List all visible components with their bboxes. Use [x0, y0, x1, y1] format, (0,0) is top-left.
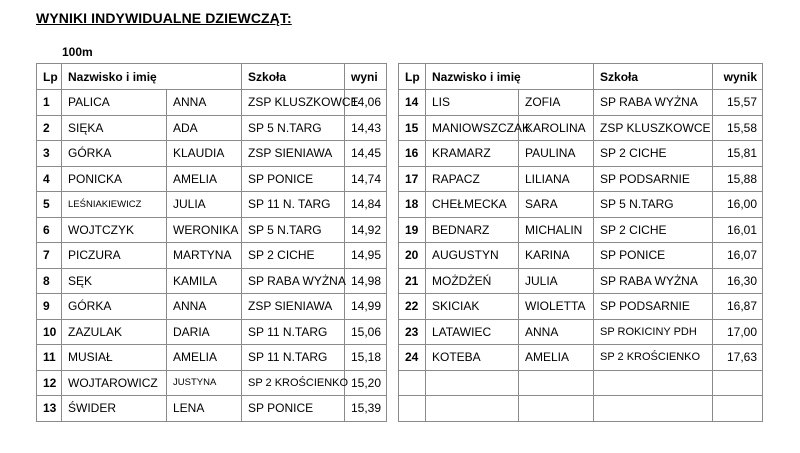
lp-cell: 15 [399, 115, 426, 141]
lp-cell: 19 [399, 217, 426, 243]
surname-cell: WOJTCZYK [62, 217, 167, 243]
lp-cell: 10 [37, 319, 62, 345]
surname-cell: GÓRKA [62, 294, 167, 320]
result-cell: 14,43 [345, 115, 387, 141]
result-cell: 16,87 [713, 294, 763, 320]
header-result: wyni [345, 64, 387, 90]
table-row [37, 192, 387, 218]
lp-cell: 16 [399, 141, 426, 167]
lp-cell: 9 [37, 294, 62, 320]
table-row [37, 294, 387, 320]
first-name-cell: KLAUDIA [167, 141, 242, 167]
surname-cell: CHEŁMECKA [426, 192, 519, 218]
table-row [399, 396, 763, 422]
result-cell [713, 396, 763, 422]
lp-cell: 5 [37, 192, 62, 218]
table-row [399, 243, 763, 269]
result-cell: 15,58 [713, 115, 763, 141]
table-row [399, 370, 763, 396]
school-cell: SP PODSARNIE [594, 294, 713, 320]
table-row [399, 319, 763, 345]
school-cell: SP 2 CICHE [594, 217, 713, 243]
school-cell: SP 5 N.TARG [242, 115, 345, 141]
event-subtitle: 100m [62, 45, 93, 59]
results-table-left [36, 63, 387, 422]
first-name-cell: WIOLETTA [519, 294, 594, 320]
surname-cell: LEŚNIAKIEWICZ [62, 192, 167, 218]
result-cell: 15,57 [713, 90, 763, 116]
first-name-cell [519, 370, 594, 396]
first-name-cell: KAMILA [167, 268, 242, 294]
result-cell: 14,98 [345, 268, 387, 294]
table-row [399, 268, 763, 294]
school-cell: SP 11 N.TARG [242, 345, 345, 371]
table-row [399, 294, 763, 320]
lp-cell [399, 396, 426, 422]
result-cell: 16,01 [713, 217, 763, 243]
result-cell: 16,00 [713, 192, 763, 218]
header-name: Nazwisko i imię [426, 64, 594, 90]
lp-cell: 14 [399, 90, 426, 116]
result-cell: 15,88 [713, 166, 763, 192]
lp-cell: 1 [37, 90, 62, 116]
surname-cell: PONICKA [62, 166, 167, 192]
result-cell: 14,92 [345, 217, 387, 243]
lp-cell: 17 [399, 166, 426, 192]
table-header-row [37, 64, 387, 90]
table-row [37, 319, 387, 345]
table-row [399, 345, 763, 371]
school-cell: SP 2 CICHE [594, 141, 713, 167]
school-cell: ZSP KLUSZKOWCE [242, 90, 345, 116]
lp-cell: 24 [399, 345, 426, 371]
first-name-cell: ANNA [167, 90, 242, 116]
result-cell: 15,18 [345, 345, 387, 371]
school-cell: SP 5 N.TARG [242, 217, 345, 243]
school-cell: SP PONICE [594, 243, 713, 269]
result-cell: 14,06 [345, 90, 387, 116]
school-cell: SP RABA WYŻNA [242, 268, 345, 294]
school-cell: SP 11 N.TARG [242, 319, 345, 345]
result-cell [713, 370, 763, 396]
table-row [37, 217, 387, 243]
school-cell: SP PODSARNIE [594, 166, 713, 192]
surname-cell [426, 396, 519, 422]
lp-cell: 4 [37, 166, 62, 192]
surname-cell: SKICIAK [426, 294, 519, 320]
lp-cell: 18 [399, 192, 426, 218]
table-row [37, 141, 387, 167]
lp-cell: 22 [399, 294, 426, 320]
surname-cell: BEDNARZ [426, 217, 519, 243]
header-result: wynik [713, 64, 763, 90]
header-name: Nazwisko i imię [62, 64, 242, 90]
surname-cell: KRAMARZ [426, 141, 519, 167]
surname-cell: PALICA [62, 90, 167, 116]
table-row [399, 90, 763, 116]
result-cell: 14,95 [345, 243, 387, 269]
school-cell [594, 370, 713, 396]
school-cell [594, 396, 713, 422]
result-cell: 14,99 [345, 294, 387, 320]
lp-cell: 20 [399, 243, 426, 269]
result-cell: 16,07 [713, 243, 763, 269]
surname-cell: AUGUSTYN [426, 243, 519, 269]
result-cell: 14,84 [345, 192, 387, 218]
school-cell: SP 5 N.TARG [594, 192, 713, 218]
result-cell: 15,06 [345, 319, 387, 345]
first-name-cell: KARINA [519, 243, 594, 269]
school-cell: SP PONICE [242, 166, 345, 192]
result-cell: 14,74 [345, 166, 387, 192]
first-name-cell: JULIA [519, 268, 594, 294]
table-row [37, 396, 387, 422]
school-cell: ZSP KLUSZKOWCE [594, 115, 713, 141]
school-cell: ZSP SIENIAWA [242, 141, 345, 167]
table-row [37, 370, 387, 396]
school-cell: SP 2 KROŚCIENKO [594, 345, 713, 371]
table-row [37, 243, 387, 269]
surname-cell: PICZURA [62, 243, 167, 269]
surname-cell: SIĘKA [62, 115, 167, 141]
lp-cell: 11 [37, 345, 62, 371]
first-name-cell: ADA [167, 115, 242, 141]
first-name-cell: JUSTYNA [167, 370, 242, 396]
school-cell: SP 2 KROŚCIENKO [242, 370, 345, 396]
school-cell: SP RABA WYŻNA [594, 268, 713, 294]
surname-cell: MANIOWSZCZAK [426, 115, 519, 141]
school-cell: SP PONICE [242, 396, 345, 422]
result-cell: 15,39 [345, 396, 387, 422]
school-cell: SP RABA WYŻNA [594, 90, 713, 116]
surname-cell: LATAWIEC [426, 319, 519, 345]
table-row [399, 166, 763, 192]
surname-cell: SĘK [62, 268, 167, 294]
lp-cell: 23 [399, 319, 426, 345]
lp-cell: 8 [37, 268, 62, 294]
first-name-cell: ANNA [167, 294, 242, 320]
first-name-cell [519, 396, 594, 422]
lp-cell: 7 [37, 243, 62, 269]
school-cell: ZSP SIENIAWA [242, 294, 345, 320]
first-name-cell: AMELIA [519, 345, 594, 371]
table-row [399, 115, 763, 141]
result-cell: 17,63 [713, 345, 763, 371]
first-name-cell: MARTYNA [167, 243, 242, 269]
first-name-cell: MICHALIN [519, 217, 594, 243]
first-name-cell: PAULINA [519, 141, 594, 167]
table-row [37, 166, 387, 192]
first-name-cell: DARIA [167, 319, 242, 345]
table-row [37, 90, 387, 116]
header-school: Szkoła [594, 64, 713, 90]
first-name-cell: AMELIA [167, 345, 242, 371]
table-row [399, 217, 763, 243]
surname-cell: WOJTAROWICZ [62, 370, 167, 396]
results-table-right [398, 63, 763, 422]
header-lp: Lp [399, 64, 426, 90]
table-row [399, 192, 763, 218]
school-cell: SP 11 N. TARG [242, 192, 345, 218]
surname-cell: ZAZULAK [62, 319, 167, 345]
first-name-cell: ANNA [519, 319, 594, 345]
surname-cell [426, 370, 519, 396]
result-cell: 17,00 [713, 319, 763, 345]
first-name-cell: KAROLINA [519, 115, 594, 141]
result-cell: 14,45 [345, 141, 387, 167]
table-row [37, 268, 387, 294]
surname-cell: ŚWIDER [62, 396, 167, 422]
first-name-cell: AMELIA [167, 166, 242, 192]
header-school: Szkoła [242, 64, 345, 90]
surname-cell: LIS [426, 90, 519, 116]
school-cell: SP ROKICINY PDH [594, 319, 713, 345]
header-lp: Lp [37, 64, 62, 90]
school-cell: SP 2 CICHE [242, 243, 345, 269]
first-name-cell: LENA [167, 396, 242, 422]
surname-cell: KOTEBA [426, 345, 519, 371]
lp-cell [399, 370, 426, 396]
result-cell: 16,30 [713, 268, 763, 294]
surname-cell: GÓRKA [62, 141, 167, 167]
first-name-cell: LILIANA [519, 166, 594, 192]
surname-cell: MOŻDŻEŃ [426, 268, 519, 294]
result-cell: 15,81 [713, 141, 763, 167]
surname-cell: MUSIAŁ [62, 345, 167, 371]
lp-cell: 12 [37, 370, 62, 396]
lp-cell: 6 [37, 217, 62, 243]
lp-cell: 2 [37, 115, 62, 141]
table-row [399, 141, 763, 167]
table-row [37, 345, 387, 371]
first-name-cell: ZOFIA [519, 90, 594, 116]
page-title: WYNIKI INDYWIDUALNE DZIEWCZĄT: [36, 10, 292, 26]
first-name-cell: WERONIKA [167, 217, 242, 243]
table-row [37, 115, 387, 141]
lp-cell: 13 [37, 396, 62, 422]
table-header-row [399, 64, 763, 90]
result-cell: 15,20 [345, 370, 387, 396]
surname-cell: RAPACZ [426, 166, 519, 192]
first-name-cell: SARA [519, 192, 594, 218]
lp-cell: 3 [37, 141, 62, 167]
first-name-cell: JULIA [167, 192, 242, 218]
lp-cell: 21 [399, 268, 426, 294]
